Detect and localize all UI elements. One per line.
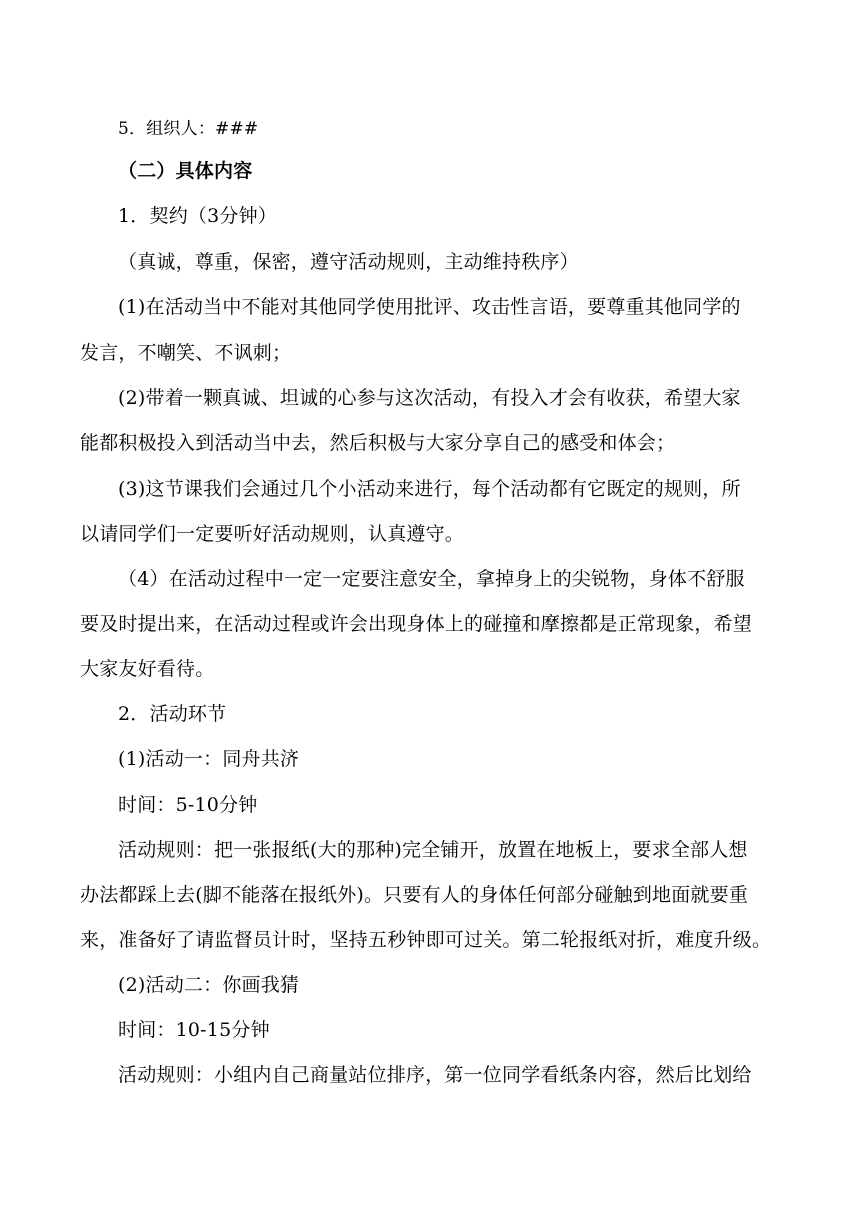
paragraph-line: （真诚，尊重，保密，遵守活动规则，主动维持秩序） xyxy=(118,251,579,273)
paragraph-line: 时间：10-15分钟 xyxy=(118,1019,270,1041)
subsection-heading: 1．契约（3分钟） xyxy=(118,205,277,227)
paragraph-line: (2)带着一颗真诚、坦诚的心参与这次活动，有投入才会有收获，希望大家 xyxy=(118,387,741,409)
paragraph-line: 来，准备好了请监督员计时，坚持五秒钟即可过关。第二轮报纸对折，难度升级。 xyxy=(80,929,772,951)
section-heading: （二）具体内容 xyxy=(118,160,253,182)
paragraph-line: 时间：5-10分钟 xyxy=(118,794,258,816)
paragraph-line: 要及时提出来，在活动过程或许会出现身体上的碰撞和摩擦都是正常现象，希望 xyxy=(80,613,753,635)
paragraph-line: (1)在活动当中不能对其他同学使用批评、攻击性言语，要尊重其他同学的 xyxy=(118,296,741,318)
paragraph-line: 大家友好看待。 xyxy=(80,658,215,680)
organizer-line: 5．组织人：### xyxy=(118,119,259,139)
activity-heading: (2)活动二：你画我猜 xyxy=(118,974,300,996)
subsection-heading: 2．活动环节 xyxy=(118,703,227,725)
paragraph-line: （4）在活动过程中一定一定要注意安全，拿掉身上的尖锐物，身体不舒服 xyxy=(118,568,745,590)
paragraph-line: 以请同学们一定要听好活动规则，认真遵守。 xyxy=(80,523,465,545)
paragraph-line: 活动规则：小组内自己商量站位排序，第一位同学看纸条内容，然后比划给 xyxy=(118,1064,752,1086)
activity-heading: (1)活动一：同舟共济 xyxy=(118,748,300,770)
paragraph-line: 发言，不嘲笑、不讽刺； xyxy=(80,342,292,364)
paragraph-line: 办法都踩上去(脚不能落在报纸外)。只要有人的身体任何部分碰触到地面就要重 xyxy=(80,884,749,906)
paragraph-line: 活动规则：把一张报纸(大的那种)完全铺开，放置在地板上，要求全部人想 xyxy=(118,839,748,861)
paragraph-line: 能都积极投入到活动当中去，然后积极与大家分享自己的感受和体会； xyxy=(80,432,676,454)
paragraph-line: (3)这节课我们会通过几个小活动来进行，每个活动都有它既定的规则，所 xyxy=(118,478,741,500)
